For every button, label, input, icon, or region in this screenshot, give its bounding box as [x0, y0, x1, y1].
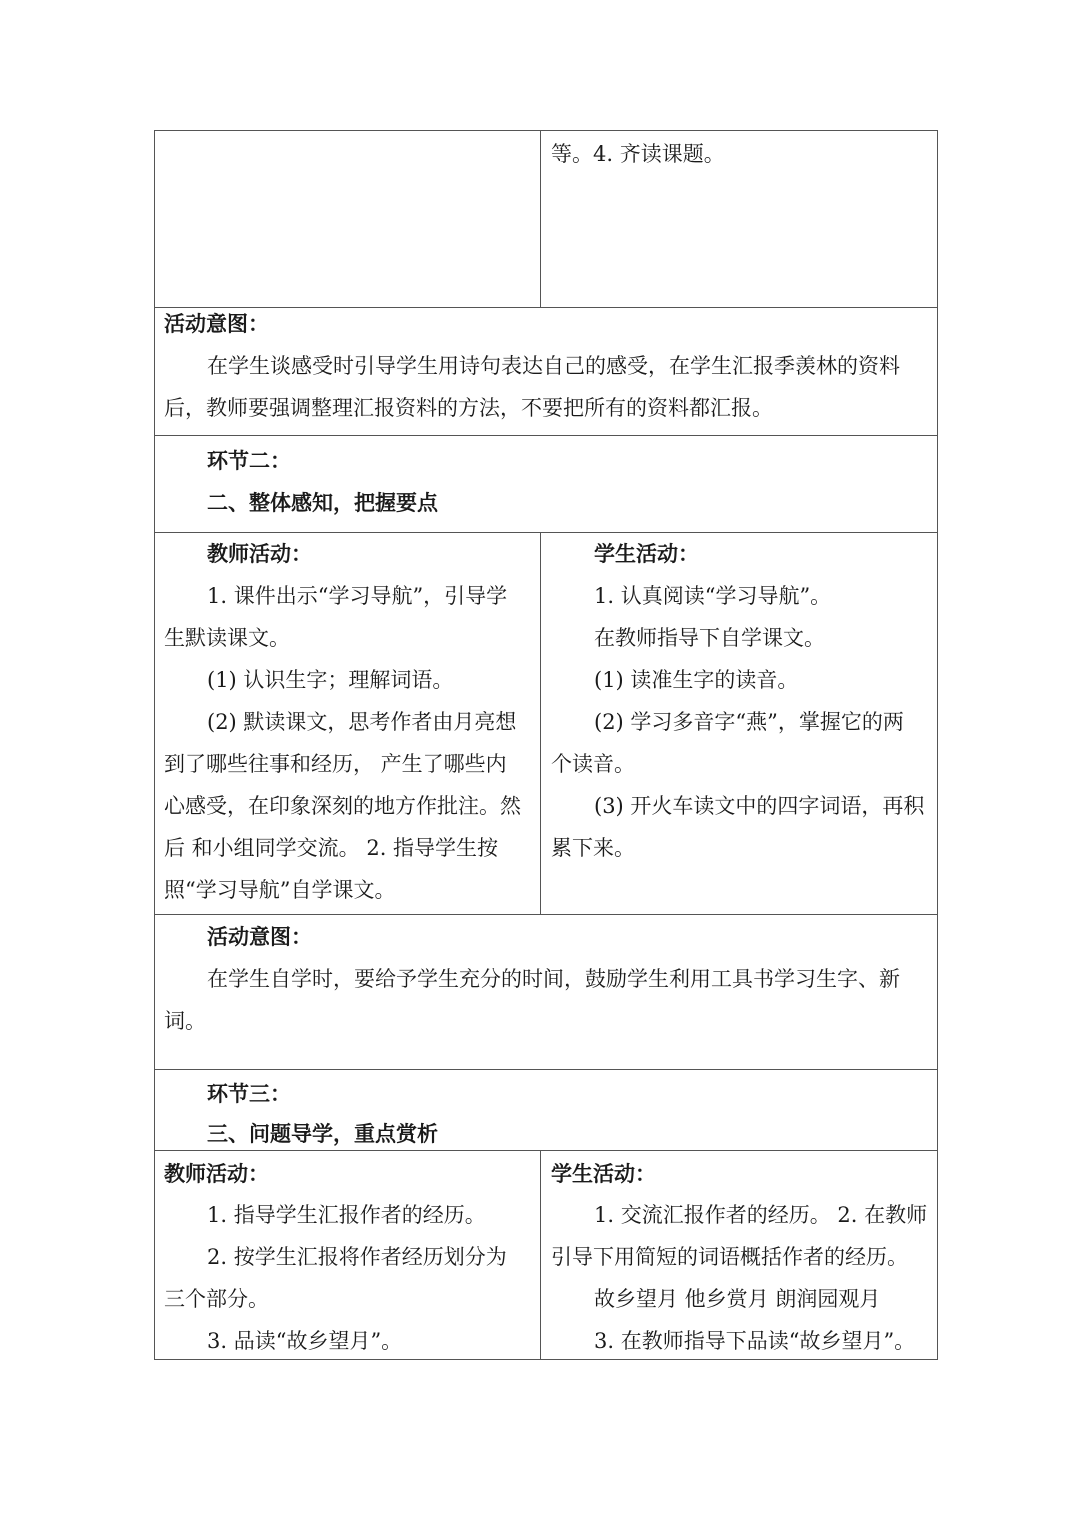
text-line: 个读音。	[551, 752, 635, 776]
text-line: 后，教师要强调整理汇报资料的方法，不要把所有的资料都汇报。	[164, 396, 773, 420]
table-row	[154, 130, 938, 307]
stage-label: 环节三：	[207, 1081, 291, 1106]
text-line: 故乡望月 他乡赏月 朗润园观月	[594, 1287, 881, 1311]
text-line: 等。4. 齐读课题。	[551, 142, 725, 166]
text-line: 三个部分。	[164, 1287, 269, 1311]
text-line: 累下来。	[551, 836, 635, 860]
text-line: 心感受，在印象深刻的地方作批注。然	[164, 794, 521, 818]
text-line: 在学生自学时，要给予学生充分的时间，鼓励学生利用工具书学习生字、新	[207, 967, 900, 991]
student-heading: 学生活动：	[551, 1161, 656, 1186]
empty-cell	[154, 130, 541, 307]
activity-intent-section	[154, 307, 938, 435]
intent-heading: 活动意图：	[207, 924, 312, 949]
text-line: 后 和小组同学交流。 2. 指导学生按	[164, 836, 499, 860]
teacher-heading: 教师活动：	[164, 1161, 269, 1186]
text-line: 在教师指导下自学课文。	[594, 626, 825, 650]
text-line: 1. 交流汇报作者的经历。 2. 在教师	[594, 1203, 928, 1227]
text-line: 引导下用简短的词语概括作者的经历。	[551, 1245, 908, 1269]
stage-title: 三、问题导学，重点赏析	[207, 1121, 438, 1146]
text-line: (1) 读准生字的读音。	[594, 668, 799, 692]
student-heading: 学生活动：	[594, 541, 699, 566]
text-line: 词。	[164, 1009, 206, 1033]
text-line: 1. 课件出示“学习导航”，引导学	[207, 584, 508, 608]
stage-section	[154, 1069, 938, 1150]
text-line: 1. 指导学生汇报作者的经历。	[207, 1203, 486, 1227]
activities-row	[154, 1150, 938, 1359]
intent-heading: 活动意图：	[164, 311, 269, 336]
stage-section	[154, 435, 938, 532]
student-activity-cell	[541, 1150, 938, 1359]
text-line: 3. 品读“故乡望月”。	[207, 1329, 403, 1353]
teacher-heading: 教师活动：	[207, 541, 312, 566]
text-line: (1) 认识生字；理解词语。	[207, 668, 454, 692]
text-line: 照“学习导航”自学课文。	[164, 878, 396, 902]
text-line: 1. 认真阅读“学习导航”。	[594, 584, 832, 608]
stage-label: 环节二：	[207, 448, 291, 473]
text-line: (2) 默读课文，思考作者由月亮想	[207, 710, 517, 734]
stage-title: 二、整体感知，把握要点	[207, 490, 438, 515]
text-line: (2) 学习多音字“燕”，掌握它的两	[594, 710, 904, 734]
text-line: 在学生谈感受时引导学生用诗句表达自己的感受，在学生汇报季羡林的资料	[207, 354, 900, 378]
student-activity-cell	[541, 130, 938, 307]
teacher-activity-cell	[154, 1150, 541, 1359]
text-line: (3) 开火车读文中的四字词语，再积	[594, 794, 925, 818]
text-line: 3. 在教师指导下品读“故乡望月”。	[594, 1329, 916, 1353]
student-activity-cell	[541, 532, 938, 914]
text-line: 2. 按学生汇报将作者经历划分为	[207, 1245, 507, 1269]
activities-row	[154, 532, 938, 914]
teacher-activity-cell	[154, 532, 541, 914]
text-line: 生默读课文。	[164, 626, 290, 650]
text-line: 到了哪些往事和经历， 产生了哪些内	[164, 752, 507, 776]
activity-intent-section	[154, 914, 938, 1069]
